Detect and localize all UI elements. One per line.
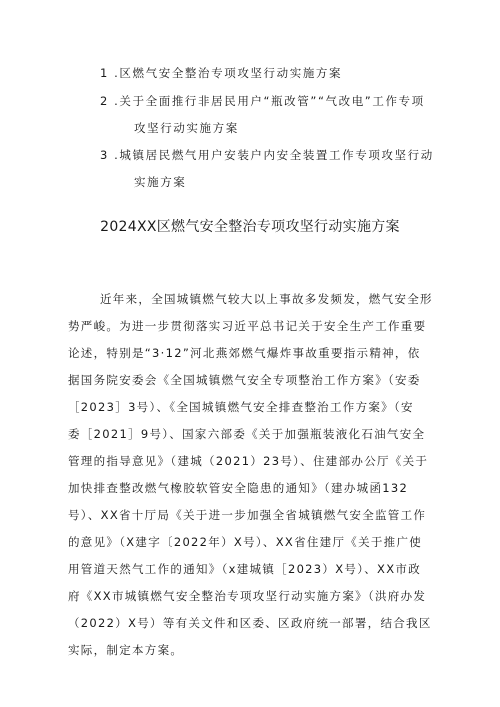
body-line: 论述，特别是“3·12”河北燕郊燃气爆炸事故重要指示精神，依 [68, 346, 421, 360]
body-line: （2022）X号）等有关文件和区委、区政府统一部署，结合我区 [68, 616, 432, 630]
body-line: 府《XX市城镇燃气安全整治专项攻坚行动实施方案》（洪府办发 [68, 589, 427, 603]
body-line: 用管道天然气工作的通知》（x建城镇［2023）X号）、XX市政 [68, 562, 422, 576]
toc-item-3-continued: 实施方案 [134, 175, 187, 189]
body-line: 号）、XX省十厅局《关于进一步加强全省城镇燃气安全监管工作 [68, 508, 427, 522]
document-title: 2024XX区燃气安全整治专项攻坚行动实施方案 [100, 219, 400, 235]
toc-item-3: 3 .城镇居民燃气用户安装户内安全装置工作专项攻坚行动 [100, 148, 434, 162]
toc-item-2: 2 .关于全面推行非居民用户“瓶改管”“气改电”工作专项 [100, 94, 425, 108]
toc-item-1: 1 .区燃气安全整治专项攻坚行动实施方案 [100, 66, 343, 80]
body-line: 据国务院安委会《全国城镇燃气安全专项整治工作方案》（安委 [68, 373, 421, 387]
body-line: 势严峻。为进一步贯彻落实习近平总书记关于安全生产工作重要 [68, 319, 427, 333]
toc-item-2-continued: 攻坚行动实施方案 [134, 121, 239, 135]
body-line: 委［2021］9号）、国家六部委《关于加强瓶装液化石油气安全 [68, 427, 426, 441]
body-line: 实际，制定本方案。 [68, 643, 184, 657]
body-line: 的意见》（X建字〔2022年）X号）、XX省住建厅《关于推广使 [68, 535, 423, 549]
body-line: 加快排查整改燃气橡胶软管安全隐患的通知》（建办城函132 [68, 481, 409, 495]
body-line: 管理的指导意见》（建城（2021）23号）、住建部办公厅《关于 [68, 454, 429, 468]
body-line: ［2023］3号）、《全国城镇燃气安全排查整治工作方案》（安 [68, 400, 414, 414]
body-line: 近年来，全国城镇燃气较大以上事故多发频发，燃气安全形 [100, 292, 433, 306]
